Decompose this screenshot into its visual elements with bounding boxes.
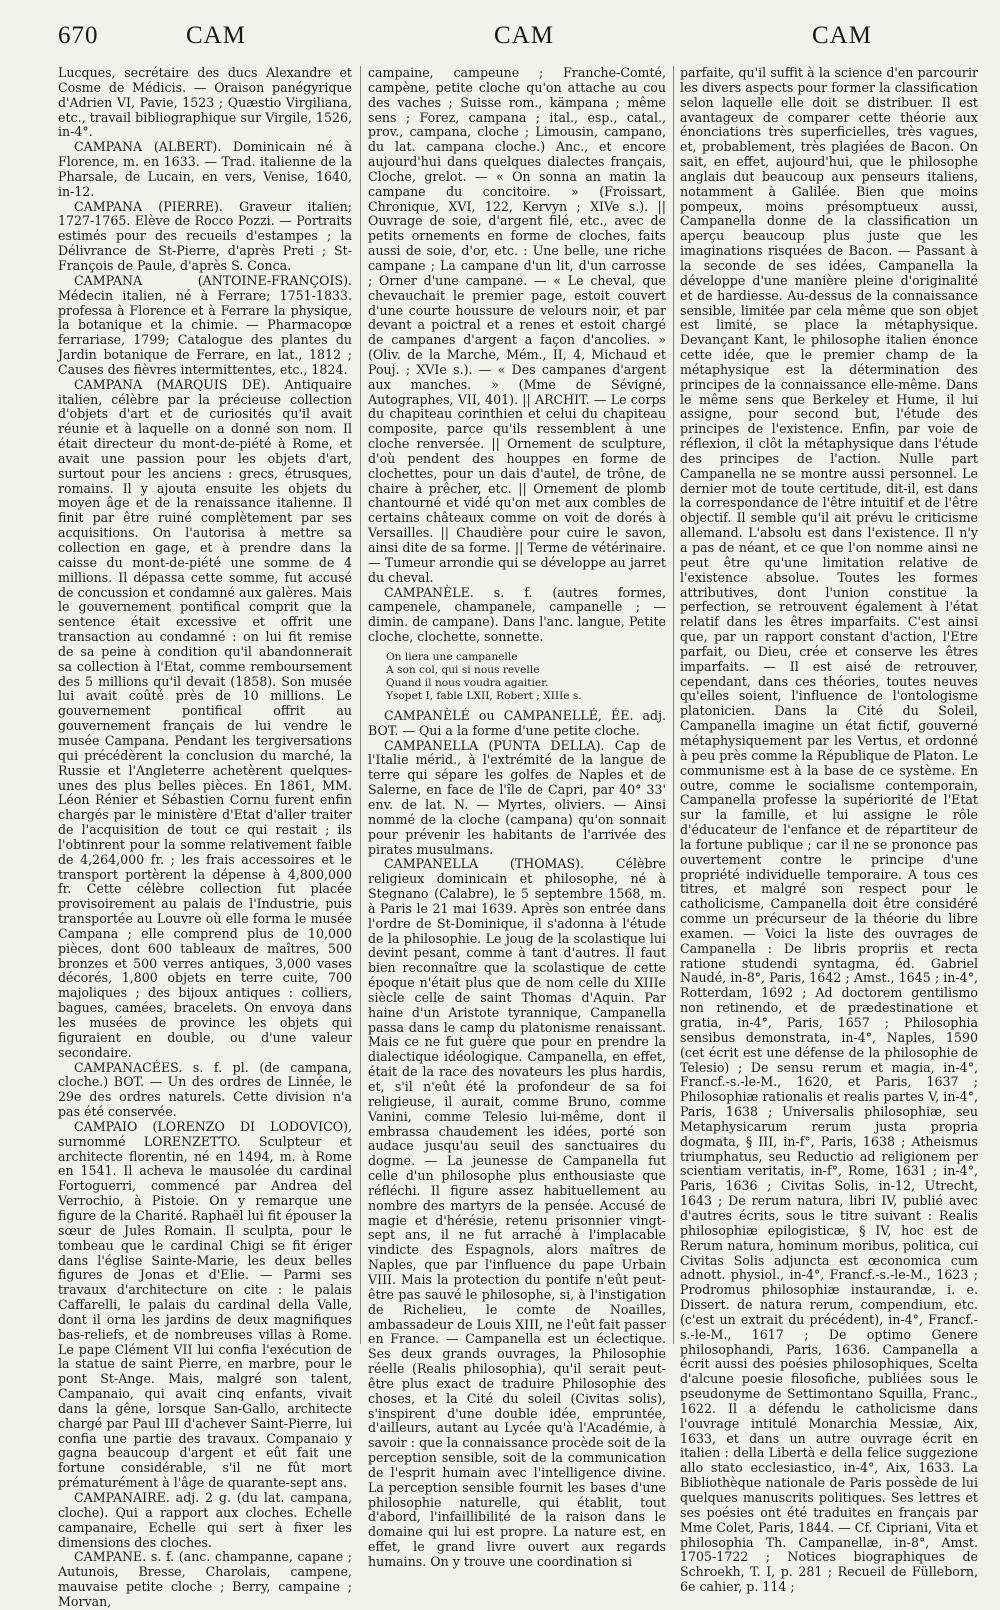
entry-paragraph: campaine, campeune ; Franche-Comté, campène, petite cloche qu'on attache au cou des vaches ; Suisse rom., kämpana ; même sens ; Forez, campana ; ital., esp., catal., prov., campana, cloche ; Limousin, campano, du lat. campana cloche.) Anc., et encore aujourd'hui dans quelques dialectes français, Cloche, grelot. — « On sonna an matin la campane du concitoire. » (Froissart, Chronique, XVI, 122, Kervyn ; XIVe s.). || Ouvrage de soie, d'argent filé, etc., avec de petits ornements en forme de cloches, faits aussi de soie, d'or, etc. : Une belle, une riche campane ; La campane d'un lit, d'un carrosse ; Orner d'une campane. — « Le cheval, que chevauchait le premier page, estoit couvert d'une courte houssure de velours noir, et par devant a poictral et a renes et estoit chargé de campanes d'argent a façon d'ancolies. » (Oliv. de la Marche, Mém., II, 4, Michaud et Pouj. ; XVIe s.). — « Des campanes d'argent aux manches. » (Mme de Sévigné, Autographes, VII, 401). || ARCHIT. — Le corps du chapiteau corinthien et celui du chapiteau composite, parce qu'ils ressemblent à une cloche renversée. || Ornement de sculpture, d'où pendent des houppes en forme de clochettes, pour un dais d'autel, de trône, de chaire à prêcher, etc. || Ornement de plomb chantourné et vidé qu'on met aux combles de certains châteaux comme on voit de dorés à Versailles. || Chaudière pour cuire le savon, ainsi dite de sa forme. || Terme de vétérinaire. — Tumeur arrondie qui se développe au jarret du cheval.	[368, 65, 666, 585]
page-number: 670	[58, 22, 99, 49]
column-right	[680, 65, 978, 1595]
page-header	[0, 22, 1000, 58]
column-divider	[673, 66, 674, 1344]
verse-source: Ysopet I, fable LXII, Robert ; XIIIe s.	[386, 689, 582, 702]
entry-campanaio: CAMPAIO (LORENZO DI LODOVICO), surnommé LORENZETTO. Sculpteur et architecte florentin, né en 1494, m. à Rome en 1541. Il acheva le mausolée du cardinal Fortoguerri, commencé par Andrea del Verrochio, à Pistoie. On y remarque une figure de la Charité. Raphaël lui fit épouser la sœur de Jules Romain. Il sculpta, pour le tombeau que le cardinal Chigi se fit ériger dans l'église Sainte-Marie, les deux belles figures de Jonas et d'Elie. — Parmi ses travaux d'architecture on cite : le palais Caffarelli, le palais du cardinal della Valle, dont il orna les jardins de deux magnifiques bas-reliefs, et de nombreuses villas à Rome. Le pape Clément VII lui confia l'exécution de la statue de saint Pierre, en marbre, pour le pont St-Ange. Mais, malgré son talent, Campanaio, qui avait cinq enfants, vivait dans la gêne, lorsque San-Gallo, architecte chargé par Paul III d'achever Saint-Pierre, lui confia une partie des travaux. Companaio y gagna beaucoup d'argent et eût fait une fortune considérable, s'il ne fût mort prématurément à l'âge de quarante-sept ans.	[58, 1118, 352, 1491]
entry-campanele-adj: CAMPANÈLÉ ou CAMPANELLÉ, ÉE. adj. BOT. — Qui a la forme d'une petite cloche.	[368, 707, 666, 738]
entry-paragraph: parfaite, qu'il suffit à la science d'en parcourir les divers aspects pour former la classification selon laquelle elle doit se distribuer. Il est avantageux de comparer cette théorie aux énonciations très superficielles, très vagues, et, probablement, très plagiées de Bacon. On sait, en effet, aujourd'hui, que le philosophe anglais dut beaucoup aux penseurs italiens, notamment à Galilée. Bien que moins pompeux, moins présomptueux aussi, Campanella donne de la classification un aperçu beaucoup plus juste que les imaginations risquées de Bacon. — Passant à la seconde de ses idées, Campanella la développe d'une manière pleine d'originalité et de hardiesse. Au-dessus de la connaissance sensible, limitée par cela même que son objet est limité, se place la métaphysique. Devançant Kant, le philosophe italien énonce cette idée, que le premier champ de la métaphysique est la détermination des principes de la connaissance elle-même. Dans le même sens que Berkeley et Hume, il lui assigne, pour second but, l'étude des principes de l'existence. Enfin, par voie de réflexion, il clôt la métaphysique dans l'étude des principes de l'action. Nulle part Campanella ne se montre aussi personnel. Le dernier mot de toute certitude, dit-il, est dans la correspondance de l'être intuitif et de l'être objectif. Il semble qu'il ait prévu le criticisme allemand. L'absolu est dans l'existence. Il n'y a pas de néant, et ce que l'on nomme ainsi ne peut être qu'une limitation relative de l'existence absolue. Toutes les formes attributives, dont l'union constitue la perfection, se retrouvent également à l'état relatif dans les êtres imparfaits. C'est ainsi que, par un rapport constant d'action, l'Etre parfait, ou Dieu, crée et conserve les êtres imparfaits. — Il est aisé de retrouver, cependant, dans ces théories, toutes neuves qu'elles soient, l'influence de l'ontologisme platonicien. Dans la Cité du Soleil, Campanella imagine un état fictif, gouverné métaphysiquement par les Vertus, et ordonné à peu près comme la République de Platon. Le communisme est à la base de ce système. En outre, comme le socialisme contemporain, Campanella professe la supériorité de l'Etat sur la famille, et lui assigne le rôle d'éducateur de l'enfance et de répartiteur de la fortune publique ; car il ne se prononce pas ouvertement contre le principe d'une propriété individuelle temporaire. A tous ces titres, et malgré son respect pour le catholicisme, Campanella doit être considéré comme un précurseur de la théorie du libre examen. — Voici la liste des ouvrages de Campanella : De libris propriis et recta ratione studendi syntagma, éd. Gabriel Naudé, in-8°, Paris, 1642 ; Amst., 1645 ; in-4°, Rotterdam, 1692 ; Ad doctorem gentilismo non retinendo, et de prædestinatione et gratia, in-4°, Paris, 1657 ; Philosophia sensibus demonstrata, in-4°, Naples, 1590 (cet écrit est une défense de la philosophie de Telesio) ; De sensu rerum et magia, in-4°, Francf.-s.-le-M., 1620, et Paris, 1637 ; Philosophiæ rationalis et realis partes V, in-4°, Paris, 1638 ; Universalis philosophiæ, seu Metaphysicarum rerum justa propria dogmata, § III, in-f°, Paris, 1638 ; Atheismus triumphatus, seu Reductio ad religionem per scientiam veritatis, in-f°, Rome, 1631 ; in-4°, Paris, 1636 ; Civitas Solis, in-12, Utrecht, 1643 ; De rerum natura, libri IV, publié avec d'autres écrits, sous le titre suivant : Realis philosophiæ epilogisticæ, § IV, hoc est de Rerum natura, hominum moribus, politica, cui Civitas Solis adjuncta est œconomica cum adnott. physiol., in-4°, Francf.-s.-le-M., 1623 ; Prodromus philosophiæ instaurandæ, i. e. Dissert. de natura rerum, compendium, etc. (c'est un extrait du précédent), in-4°, Francf.-s.-le-M., 1617 ; De optimo Genere philosophandi, Paris, 1636. Campanella a écrit aussi des poésies philosophiques, Scelta d'alcune poesie filosofiche, publiées sous le pseudonyme de Settimontano Squilla, Franc., 1622. Il a défendu le catholicisme dans l'ouvrage intitulé Monarchia Messiæ, Aix, 1633, et dans un autre ouvrage écrit en italien : della Libertà e della felice suggezione allo stato ecclesiastico, in-4°, Aix, 1633. La Bibliothèque nationale de Paris possède de lui quelques manuscrits politiques. Ses lettres et ses poésies ont été traduites en français par Mme Colet, Paris, 1844. — Cf. Cipriani, Vita et philosophia Th. Campanellæ, in-8°, Amst. 1705-1722 ; Notices biographiques de Schroekh, T. I, p. 281 ; Recueil de Fülleborn, 6e cahier, p. 114 ;	[680, 65, 978, 1595]
column-middle	[368, 65, 666, 1569]
entry-campana-albert: CAMPANA (ALBERT). Dominicain né à Florence, m. en 1633. — Trad. italienne de la Pharsale, de Lucain, en vers, Venise, 1640, in-12.	[58, 139, 352, 199]
entry-campana-marquis: CAMPANA (MARQUIS DE). Antiquaire italien, célèbre par la précieuse collection d'objets d'art et de curiosités qu'il avait réunie et à laquelle on a donné son nom. Il était directeur du mont-de-piété à Rome, et avait une passion pour les objets d'art, surtout pour les anciens : grecs, étrusques, romains. Il y ajouta ensuite les objets du moyen âge et de la renaissance italienne. Il finit par être ruiné complètement par ses acquisitions. On l'autorisa à mettre sa collection en gage, et à prendre dans la caisse du mont-de-piété une somme de 4 millions. Il dépassa cette somme, fut accusé de concussion et condamné aux galères. Mais le gouvernement pontifical comprit que la sentence était excessive et offrit une transaction au condamné : on lui fit remise de sa peine à condition qu'il abandonnerait sa collection à l'Etat, comme remboursement des 5 millions qu'il devait (1858). Son musée lui avait coûté près de 10 millions. Le gouvernement pontifical offrit au gouvernement français de lui vendre le musée Campana. Pendant les tergiversations qui précédèrent la conclusion du marché, la Russie et l'Angleterre achetèrent quelques-unes des plus belles pièces. En 1861, MM. Léon Rénier et Sébastien Cornu furent enfin chargés par le ministère d'Etat d'aller traiter de l'acquisition de tout ce qui restait ; ils l'obtinrent pour la somme relativement faible de 4,264,000 fr. ; les frais accessoires et le transport portèrent la dépense à 4,800,000 fr. Cette célèbre collection fut placée provisoirement au palais de l'Industrie, puis transportée au Louvre où elle forma le musée Campana ; elle comprend plus de 10,000 pièces, dont 600 tableaux de maîtres, 500 bronzes et 500 verres antiques, 3,000 vases décorés, 1,800 objets en terre cuite, 700 majoliques ; des bijoux antiques : colliers, bagues, camées, bracelets. On envoya dans les musées de province les objets qui figuraient en double, ou d'une valeur secondaire.	[58, 376, 352, 1060]
entry-campanaire: CAMPANAIRE. adj. 2 g. (du lat. campana, cloche). Qui a rapport aux cloches. Echelle campanaire, Echelle qui sert à fixer les dimensions des cloches.	[58, 1490, 352, 1550]
entry-campana-pierre: CAMPANA (PIERRE). Graveur italien; 1727-1765. Elève de Rocco Pozzi. — Portraits estimés pour des recueils d'estampes ; la Délivrance de St-Pierre, d'après Preti ; St-François de Paule, d'après S. Conca.	[58, 198, 352, 273]
entry-campanacees: CAMPANACÉES. s. f. pl. (de campana, cloche.) BOT. — Un des ordres de Linnée, le 29e des ordres naturels. Cette division n'a pas été conservée.	[58, 1059, 352, 1120]
running-head-right: CAM	[812, 22, 872, 49]
entry-campanele: CAMPANÈLE. s. f. (autres formes, campenele, champanele, campanelle ; — dimin. de campane). Dans l'anc. langue, Petite cloche, clochette, sonnette.	[368, 584, 666, 645]
entry-campane: CAMPANE. s. f. (anc. champanne, capane ; Autunois, Bresse, Charolais, campene, mauvaise petite cloche ; Berry, campaine ; Morvan,	[58, 1549, 352, 1609]
text-columns	[58, 65, 978, 1609]
entry-paragraph: Lucques, secrétaire des ducs Alexandre et Cosme de Médicis. — Oraison panégyrique d'Adrien VI, Pavie, 1523 ; Quæstio Virgiliana, etc., travail bibliographique sur Virgile, 1526, in-4°.	[58, 65, 352, 140]
verse-line: Quand il nous voudra agaitier.	[386, 676, 549, 689]
verse-quotation	[386, 651, 666, 703]
entry-campana-antoine-francois: CAMPANA (ANTOINE-FRANÇOIS). Médecin italien, né à Ferrare; 1751-1833. professa à Florence et à Ferrare la physique, la botanique et la chimie. — Pharmacopœ ferrariase, 1799; Catalogue des plantes du Jardin botanique de Ferrare, en lat., 1812 ; Causes des fièvres intermittentes, etc., 1824.	[58, 272, 352, 377]
column-divider	[360, 66, 361, 1344]
verse-line: On liera une campanelle	[386, 650, 518, 663]
entry-campanella-thomas: CAMPANELLA (THOMAS). Célèbre religieux dominicain et philosophe, né à Stegnano (Calabre), le 5 septembre 1568, m. à Paris le 21 mai 1639. Après son entrée dans l'ordre de St-Dominique, il s'adonna à l'étude de la philosophie. Le joug de la scolastique lui devint pesant, comme à tant d'autres. Il faut bien reconnaître que la scolastique de cette époque n'était plus que de nom celle du XIIIe siècle celle de saint Thomas d'Aquin. Par haine d'un Aristote tyrannique, Campanella passa dans le camp du platonisme renaissant. Mais ce ne fut guère que pour en prendre la dialectique idéologique. Campanella, en effet, était de la race des novateurs les plus hardis, et, s'il n'eût été la profondeur de sa foi religieuse, il aurait, comme Bruno, comme Vanini, comme Telesio lui-même, dont il embrassa chaudement les idées, porté son audace jusqu'au seuil des sanctuaires du dogme. — La jeunesse de Campanella fut celle d'un philosophe plus enthousiaste que réfléchi. Il figure assez habituellement au nombre des martyrs de la pensée. Accusé de magie et d'hérésie, retenu prisonnier vingt-sept ans, il ne fut arraché à l'implacable vindicte des Espagnols, alors maîtres de Naples, que par l'influence du pape Urbain VIII. Mais la protection du pontife n'eût peut-être pas sauvé le philosophe, si, à l'instigation de Richelieu, le comte de Noailles, ambassadeur de Louis XIII, ne l'eût fait passer en France. — Campanella est un éclectique. Ses deux grands ouvrages, la Philosophie réelle (Realis philosophia), qu'il serait peut-être plus exact de traduire Philosophie des choses, et la Cité du soleil (Civitas solis), s'inspirent d'une double idée, empruntée, d'ailleurs, autant au Lycée qu'à l'Académie, à savoir : que la connaissance procède soit de la perception sensible, soit de la communication de l'esprit humain avec l'intelligence divine. La perception sensible fournit les bases d'une philosophie naturelle, qui établit, tout d'abord, l'infaillibilité de la raison dans le domaine qui lui est propre. La nature est, en effet, le grand livre ouvert aux regards humains. On y trouve une coordination si	[368, 856, 666, 1569]
running-head-left: CAM	[186, 22, 246, 49]
verse-line: A son col, qui si nous revelle	[386, 663, 540, 676]
column-left	[58, 65, 352, 1609]
running-head-center: CAM	[494, 22, 554, 49]
entry-campanella-punta: CAMPANELLA (PUNTA DELLA). Cap de l'Italie mérid., à l'extrémité de la langue de terre qui sépare les golfes de Naples et de Salerne, en face de l'île de Capri, par 40° 33' env. de lat. N. — Myrtes, oliviers. — Ainsi nommé de la cloche (campana) qu'on sonnait pour prévenir les habitants de l'arrivée des pirates musulmans.	[368, 737, 666, 857]
